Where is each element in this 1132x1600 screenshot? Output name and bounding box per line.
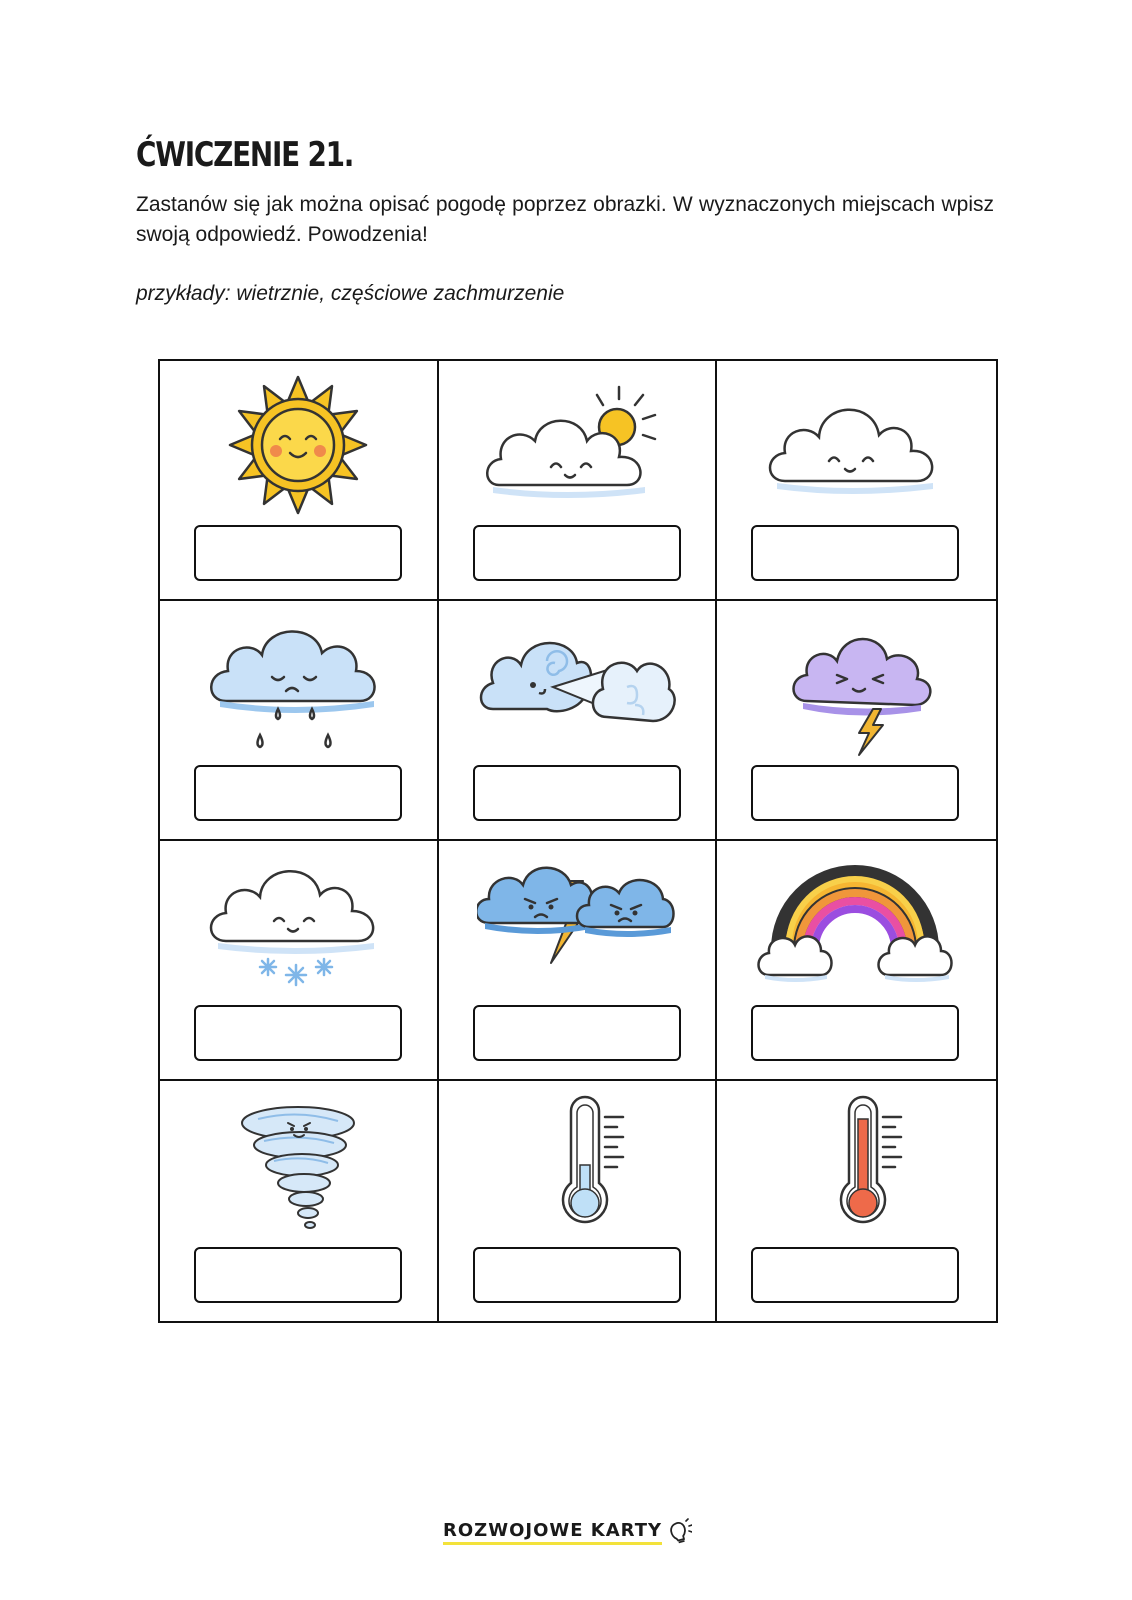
weather-grid	[158, 359, 998, 1323]
weather-card	[717, 841, 996, 1081]
partly-cloudy-icon	[477, 369, 677, 519]
lightbulb-icon	[666, 1518, 692, 1546]
storm-clouds-icon	[477, 849, 677, 999]
rain-cloud-icon	[198, 609, 398, 759]
weather-card	[160, 841, 439, 1081]
weather-card	[717, 1081, 996, 1321]
answer-box[interactable]	[473, 765, 681, 821]
wind-cloud-icon	[477, 609, 677, 759]
weather-card	[439, 1081, 718, 1321]
thunder-cloud-icon	[755, 609, 955, 759]
weather-card	[160, 1081, 439, 1321]
brand-name: ROZWOJOWE KARTY	[443, 1520, 662, 1545]
weather-card	[717, 361, 996, 601]
page-title: ĆWICZENIE 21.	[136, 135, 354, 175]
instructions-text: Zastanów się jak można opisać pogodę poprzez obrazki. W wyznaczonych miejscach wpisz swoją odpowiedź. Powodzenia!	[136, 193, 994, 246]
answer-box[interactable]	[194, 1247, 402, 1303]
answer-box[interactable]	[194, 525, 402, 581]
rainbow-icon	[755, 849, 955, 999]
weather-card	[439, 841, 718, 1081]
answer-box[interactable]	[473, 525, 681, 581]
weather-card	[160, 601, 439, 841]
answer-box[interactable]	[751, 765, 959, 821]
snow-cloud-icon	[198, 849, 398, 999]
answer-box[interactable]	[751, 1005, 959, 1061]
weather-card	[717, 601, 996, 841]
answer-box[interactable]	[473, 1247, 681, 1303]
examples-text: przykłady: wietrznie, częściowe zachmurzenie	[136, 282, 565, 305]
footer-brand	[443, 1518, 692, 1546]
answer-box[interactable]	[194, 765, 402, 821]
answer-box[interactable]	[473, 1005, 681, 1061]
answer-box[interactable]	[751, 1247, 959, 1303]
answer-box[interactable]	[751, 525, 959, 581]
cold-thermometer-icon	[477, 1089, 677, 1239]
answer-box[interactable]	[194, 1005, 402, 1061]
weather-card	[160, 361, 439, 601]
cloud-icon	[755, 369, 955, 519]
tornado-icon	[198, 1089, 398, 1239]
hot-thermometer-icon	[755, 1089, 955, 1239]
sun-icon	[198, 369, 398, 519]
weather-card	[439, 361, 718, 601]
weather-card	[439, 601, 718, 841]
